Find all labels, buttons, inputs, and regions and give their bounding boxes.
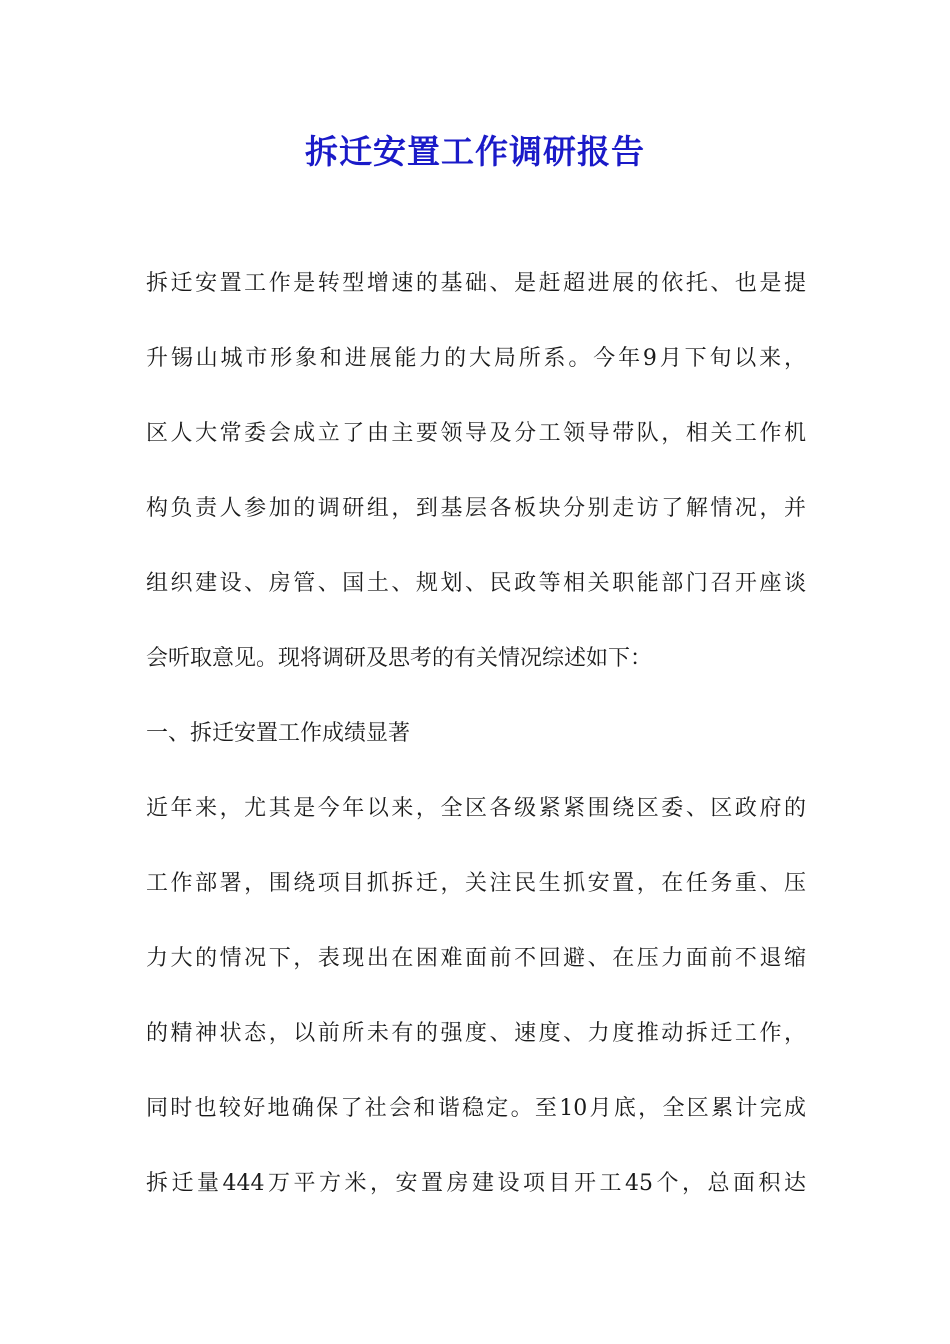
paragraph-line: 力大的情况下，表现出在困难面前不回避、在压力面前不退缩 bbox=[146, 946, 806, 971]
document-body bbox=[146, 262, 806, 1237]
paragraph-line: 拆迁安置工作是转型增速的基础、是赶超进展的依托、也是提 bbox=[146, 271, 806, 296]
paragraph-line: 升锡山城市形象和进展能力的大局所系。今年9月下旬以来， bbox=[146, 346, 806, 371]
section-heading: 一、拆迁安置工作成绩显著 bbox=[146, 721, 411, 746]
paragraph-line: 区人大常委会成立了由主要领导及分工领导带队，相关工作机 bbox=[146, 421, 806, 446]
paragraph-line: 工作部署，围绕项目抓拆迁，关注民生抓安置，在任务重、压 bbox=[146, 871, 806, 896]
paragraph-line: 的精神状态，以前所未有的强度、速度、力度推动拆迁工作， bbox=[146, 1021, 806, 1046]
paragraph-line: 会听取意见。现将调研及思考的有关情况综述如下： bbox=[146, 646, 653, 671]
paragraph-line: 近年来，尤其是今年以来，全区各级紧紧围绕区委、区政府的 bbox=[146, 796, 806, 821]
document-title: 拆迁安置工作调研报告 bbox=[305, 132, 645, 171]
paragraph-line: 组织建设、房管、国土、规划、民政等相关职能部门召开座谈 bbox=[146, 571, 806, 596]
paragraph-line: 同时也较好地确保了社会和谐稳定。至10月底，全区累计完成 bbox=[146, 1096, 806, 1121]
paragraph-line: 构负责人参加的调研组，到基层各板块分别走访了解情况，并 bbox=[146, 496, 806, 521]
paragraph-line: 拆迁量444万平方米，安置房建设项目开工45个，总面积达 bbox=[146, 1171, 806, 1196]
